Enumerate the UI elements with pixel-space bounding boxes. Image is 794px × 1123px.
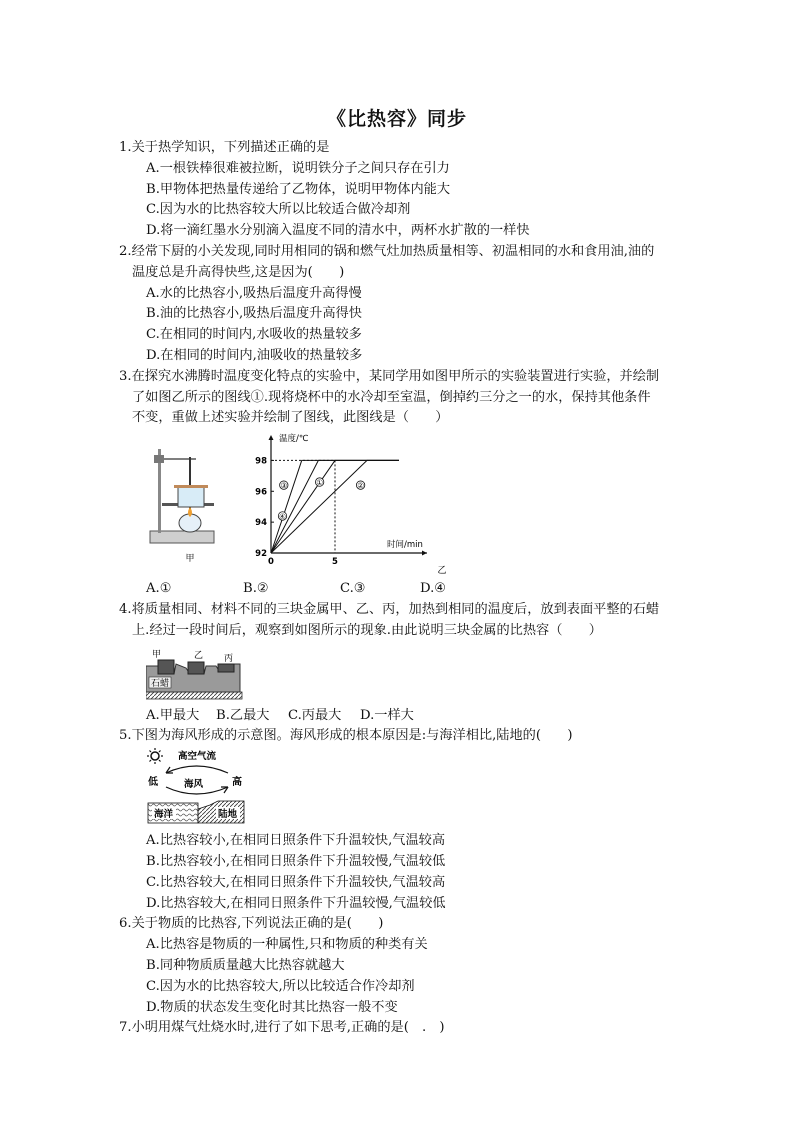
circulation-arrow-top xyxy=(166,766,228,773)
sea-breeze-label: 海风 xyxy=(184,779,204,791)
y-tick-label: 92 xyxy=(255,549,267,560)
metal-yi xyxy=(188,662,204,674)
question-3-figures xyxy=(119,431,699,579)
question-3-option-c: C.③ xyxy=(340,581,366,597)
metal-bing xyxy=(218,664,234,672)
beaker xyxy=(178,487,204,507)
question-4-option-d: D.一样大 xyxy=(360,707,414,723)
metal-jia-label: 甲 xyxy=(152,649,162,660)
question-3 xyxy=(119,367,699,600)
question-3-option-a: A.① xyxy=(146,581,172,597)
ground-hatch xyxy=(146,692,242,699)
question-2-stem-line-2: 温度总是升高得快些,这是因为( ) xyxy=(132,264,345,280)
apparatus-figure xyxy=(144,431,244,571)
question-4-stem-line-2: 上.经过一段时间后，观察到如图所示的现象.由此说明三块金属的比热容（ ） xyxy=(132,622,602,638)
y-axis-arrow-icon xyxy=(269,435,274,440)
y-axis-label: 温度/℃ xyxy=(279,434,309,445)
question-6-option-a: A.比热容是物质的一种属性,只和物质的种类有关 xyxy=(146,937,428,953)
question-6-option-b: B.同种物质质量越大比热容就越大 xyxy=(146,957,345,973)
question-4-option-a: A.甲最大 xyxy=(146,707,200,723)
question-7-stem: 7.小明用煤气灶烧水时,进行了如下思考,正确的是( . ) xyxy=(119,1020,445,1036)
question-2-option-b: B.油的比热容小,吸热后温度升高得快 xyxy=(146,306,362,322)
land-label: 陆地 xyxy=(218,809,238,821)
question-6-option-d: D.物质的状态发生变化时其比热容一般不变 xyxy=(146,999,398,1015)
x-axis-arrow-icon xyxy=(422,551,427,556)
question-3-stem-line-1: 3.在探究水沸腾时温度变化特点的实验中，某同学用如图甲所示的实验装置进行实验，并绘制 xyxy=(119,368,660,384)
metal-bing-label: 丙 xyxy=(224,653,234,664)
apparatus-label: 甲 xyxy=(185,554,195,565)
question-5-figure-row xyxy=(119,747,699,831)
series-label-2: ② xyxy=(357,481,364,491)
question-5 xyxy=(119,726,699,914)
sea-breeze-figure xyxy=(146,747,246,827)
sea-label: 海洋 xyxy=(154,809,174,821)
page-title: 《比热容》同步 xyxy=(326,108,467,130)
question-1-option-d: D.将一滴红墨水分别滴入温度不同的清水中，两杯水扩散的一样快 xyxy=(146,223,530,239)
beaker-lid xyxy=(174,485,208,488)
metal-yi-label: 乙 xyxy=(194,650,204,661)
question-5-stem: 5.下图为海风形成的示意图。海风形成的根本原因是:与海洋相比,陆地的( ) xyxy=(119,728,573,744)
question-3-stem-line-3: 不变，重做上述实验并绘制了图线，此图线是（ ） xyxy=(132,410,449,426)
question-2-option-c: C.在相同的时间内,水吸收的热量较多 xyxy=(146,327,362,343)
question-4 xyxy=(119,600,699,726)
question-4-stem-line-1: 4.将质量相同、材料不同的三块金属甲、乙、丙，加热到相同的温度后，放到表面平整的石蜡 xyxy=(119,601,660,617)
y-tick-label: 94 xyxy=(255,518,267,529)
question-5-option-b: B.比热容较小,在相同日照条件下升温较慢,气温较低 xyxy=(146,853,446,869)
question-1 xyxy=(119,138,699,242)
question-3-stem-line-2: 了如图乙所示的图线①.现将烧杯中的水冷却至室温，倒掉约三分之一的水，保持其他条件 xyxy=(132,389,651,405)
question-list xyxy=(119,138,699,1039)
y-tick-label: 98 xyxy=(255,456,267,467)
question-5-option-a: A.比热容较小,在相同日照条件下升温较快,气温较高 xyxy=(146,833,446,849)
question-1-stem: 1.关于热学知识，下列描述正确的是 xyxy=(119,140,330,155)
paraffin-figure xyxy=(146,644,246,702)
question-1-option-c: C.因为水的比热容较大所以比较适合做冷却剂 xyxy=(146,202,411,218)
chart-figure-label: 乙 xyxy=(437,566,447,577)
question-2-option-a: A.水的比热容小,吸热后温度升高得慢 xyxy=(146,285,362,301)
x-tick-label: 5 xyxy=(332,557,338,568)
series-label-3: ③ xyxy=(280,481,288,491)
sun-icon xyxy=(151,752,159,760)
question-3-option-b: B.② xyxy=(243,581,269,597)
question-3-option-d: D.④ xyxy=(420,581,447,597)
question-4-option-b: B.乙最大 xyxy=(216,707,270,723)
question-5-option-d: D.比热容较大,在相同日照条件下升温较慢,气温较低 xyxy=(146,895,446,911)
paraffin-label: 石蜡 xyxy=(151,678,170,689)
question-5-option-c: C.比热容较大,在相同日照条件下升温较快,气温较高 xyxy=(146,874,446,890)
clamp-knob xyxy=(154,455,164,463)
high-pressure-label: 高 xyxy=(232,777,242,789)
question-3-options xyxy=(119,579,699,600)
question-4-figure-row xyxy=(119,644,699,706)
metal-jia xyxy=(158,660,174,674)
series-label-4: ④ xyxy=(279,512,286,522)
question-4-option-c: C.丙最大 xyxy=(288,707,342,723)
x-axis-label: 时间/min xyxy=(387,540,423,551)
x-tick-label: 0 xyxy=(268,557,274,568)
series-label-1: ① xyxy=(316,478,324,488)
question-1-option-b: B.甲物体把热量传递给了乙物体，说明甲物体内能大 xyxy=(146,181,451,197)
high-air-label: 高空气流 xyxy=(178,751,217,763)
question-6 xyxy=(119,914,699,1018)
question-4-options xyxy=(119,706,699,727)
question-6-option-c: C.因为水的比热容较大,所以比较适合作冷却剂 xyxy=(146,978,415,994)
question-6-stem: 6.关于物质的比热容,下列说法正确的是( ) xyxy=(119,916,384,932)
question-2-stem-line-1: 2.经常下厨的小关发现,同时用相同的锅和燃气灶加热质量相等、初温相同的水和食用油,油的 xyxy=(119,243,655,259)
question-2-option-d: D.在相同的时间内,油吸收的热量较多 xyxy=(146,347,363,363)
question-1-option-a: A.一根铁棒很难被拉断，说明铁分子之间只存在引力 xyxy=(146,160,450,176)
y-tick-label: 96 xyxy=(255,487,267,498)
question-2 xyxy=(119,242,699,367)
low-pressure-label: 低 xyxy=(148,777,158,789)
question-7 xyxy=(119,1018,699,1039)
temperature-chart xyxy=(249,431,469,577)
